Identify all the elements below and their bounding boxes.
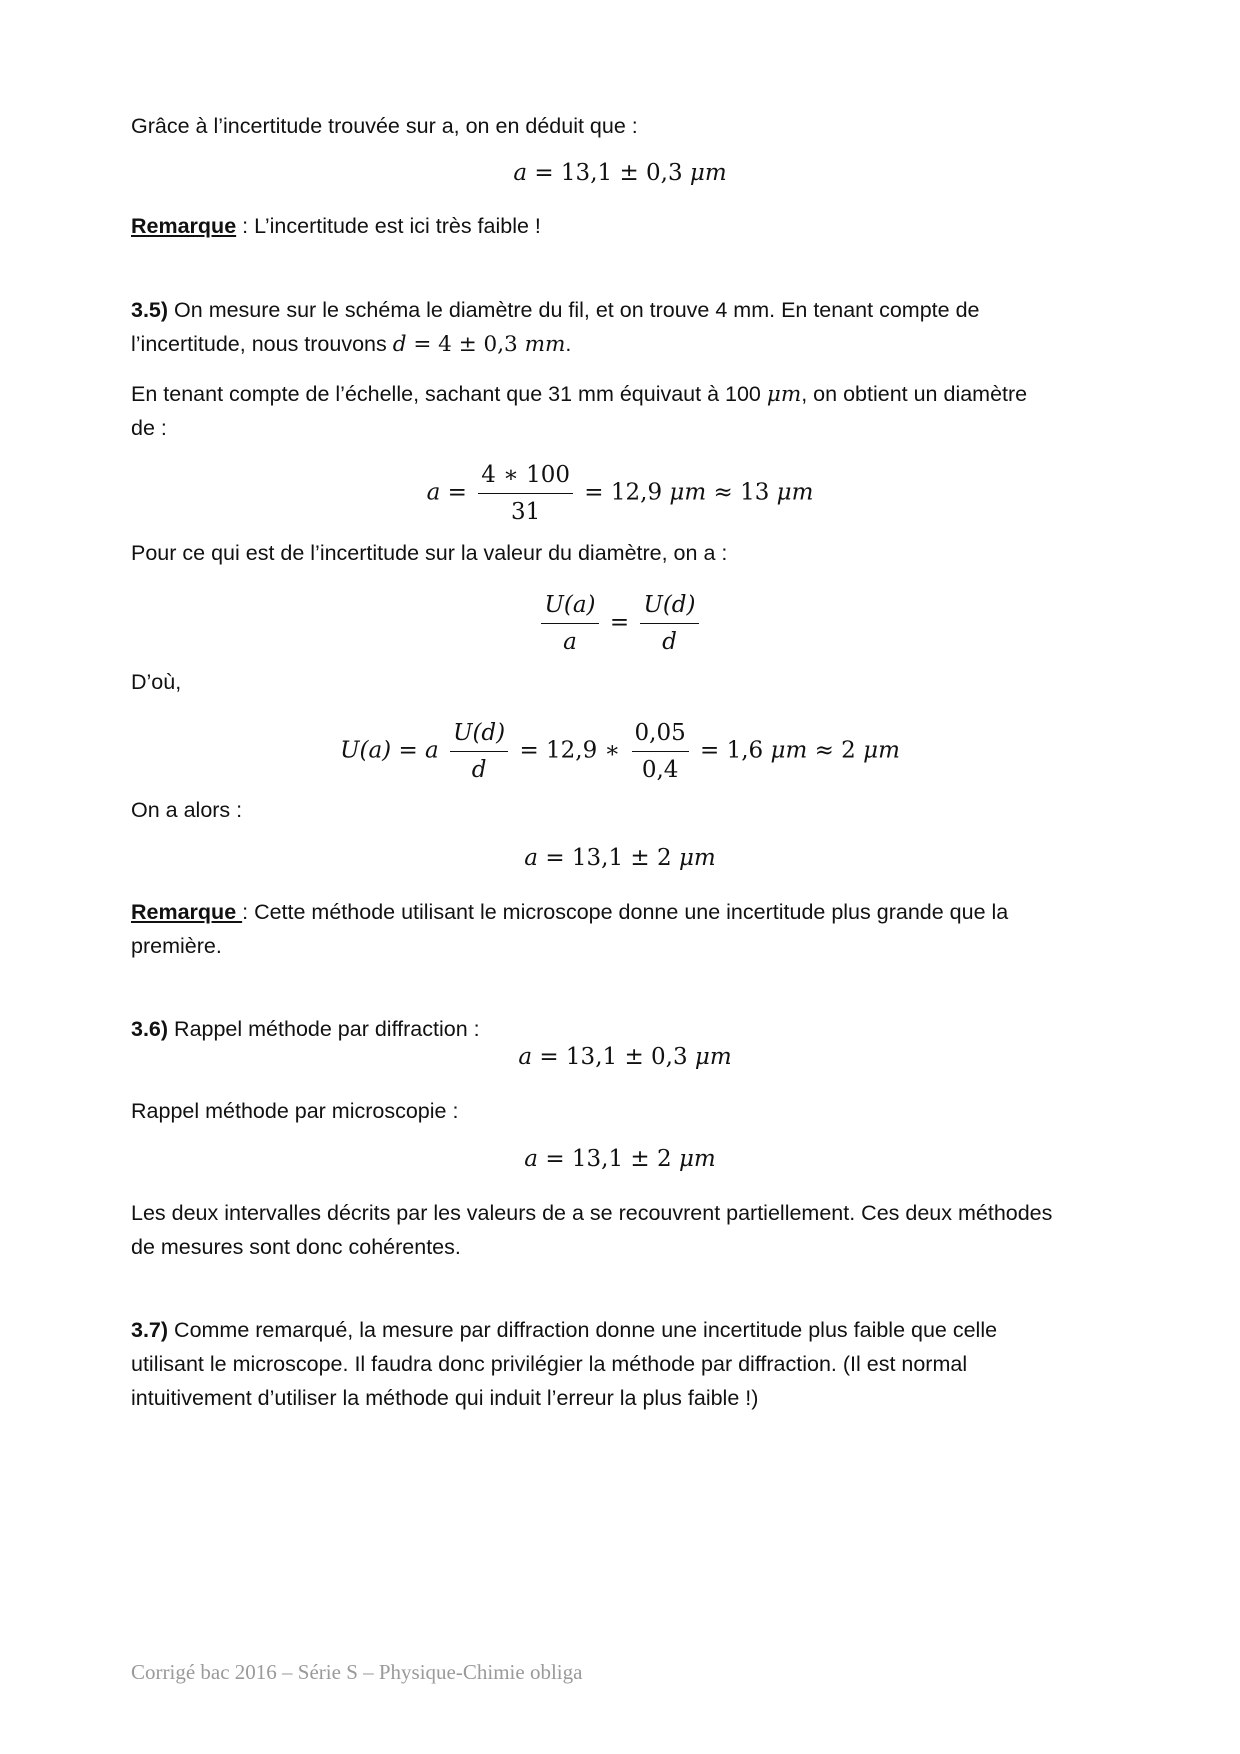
conclusion-line-2: de mesures sont donc cohérentes. — [131, 1235, 461, 1259]
section-3-7-line-3: intuitivement d’utiliser la méthode qui induit l’erreur la plus faible !) — [131, 1386, 759, 1410]
equation-a-microscope: a = $\frac{4 ∗ 100}{31}$ = 12,9 μm ≈ 13 μm — [426, 462, 814, 525]
equation-a-diffraction: a = 13,1 ± 0,3 μm — [513, 160, 727, 186]
recall-microscopy-text: Rappel méthode par microscopie : — [131, 1099, 459, 1123]
section-number: 3.6) — [131, 1017, 169, 1041]
section-3-5-line-1: 3.5) On mesure sur le schéma le diamètre du fil, et on trouve 4 mm. En tenant compte de — [131, 298, 980, 322]
fraction: $\frac{U(d)}{d}$ — [640, 590, 698, 657]
section-3-7-line-2: utilisant le microscope. Il faudra donc privilégier la méthode par diffraction. (Il est normal — [131, 1352, 968, 1376]
fraction: $\frac{4 ∗ 100}{31}$ — [478, 460, 573, 527]
section-number: 3.7) — [131, 1318, 169, 1342]
uncertainty-intro: Pour ce qui est de l’incertitude sur la valeur du diamètre, on a : — [131, 541, 728, 565]
section-3-5-line-2: l’incertitude, nous trouvons d = 4 ± 0,3 mm. — [131, 332, 572, 357]
dou-text: D’où, — [131, 670, 182, 694]
page-footer: Corrigé bac 2016 – Série S – Physique-Chimie obliga — [131, 1660, 583, 1684]
alors-text: On a alors : — [131, 798, 243, 822]
remark-label: Remarque — [131, 214, 237, 238]
remark-1: Remarque : L’incertitude est ici très faible ! — [131, 214, 541, 238]
equation-recall-microscopy: a = 13,1 ± 2 μm — [524, 1146, 716, 1172]
equation-relative-uncertainty: $\frac{U(a)}{a}$ = $\frac{U(d)}{d}$ — [0, 590, 1240, 657]
section-3-6: 3.6) Rappel méthode par diffraction : — [131, 1017, 480, 1041]
scale-paragraph-line-2: de : — [131, 416, 167, 440]
fraction: $\frac{U(a)}{a}$ — [541, 590, 598, 657]
equation-a-microscope-result: a = 13,1 ± 2 μm — [524, 845, 716, 871]
section-number: 3.5) — [131, 298, 169, 322]
fraction: $\frac{U(d)}{d}$ — [450, 718, 508, 785]
section-3-7-line-1: 3.7) Comme remarqué, la mesure par diffraction donne une incertitude plus faible que celle — [131, 1318, 998, 1342]
remark-2-line-2: première. — [131, 934, 222, 958]
scale-paragraph-line-1: En tenant compte de l’échelle, sachant que 31 mm équivaut à 100 μm, on obtient un diamètre — [131, 382, 1028, 407]
conclusion-line-1: Les deux intervalles décrits par les valeurs de a se recouvrent partiellement. Ces deux méthodes — [131, 1201, 1053, 1225]
equation-recall-diffraction: a = 13,1 ± 0,3 μm — [518, 1044, 732, 1070]
remark-label: Remarque — [131, 900, 243, 924]
remark-2-line-1: Remarque : Cette méthode utilisant le microscope donne une incertitude plus grande que la — [131, 900, 1009, 924]
intro-text: Grâce à l’incertitude trouvée sur a, on en déduit que : — [131, 114, 638, 138]
equation-uncertainty-value: U(a) = a $\frac{U(d)}{d}$ = 12,9 ∗ $\frac{0,05}{0,4}$ = 1,6 μm ≈ 2 μm — [340, 720, 900, 783]
fraction: $\frac{0,05}{0,4}$ — [632, 718, 689, 785]
